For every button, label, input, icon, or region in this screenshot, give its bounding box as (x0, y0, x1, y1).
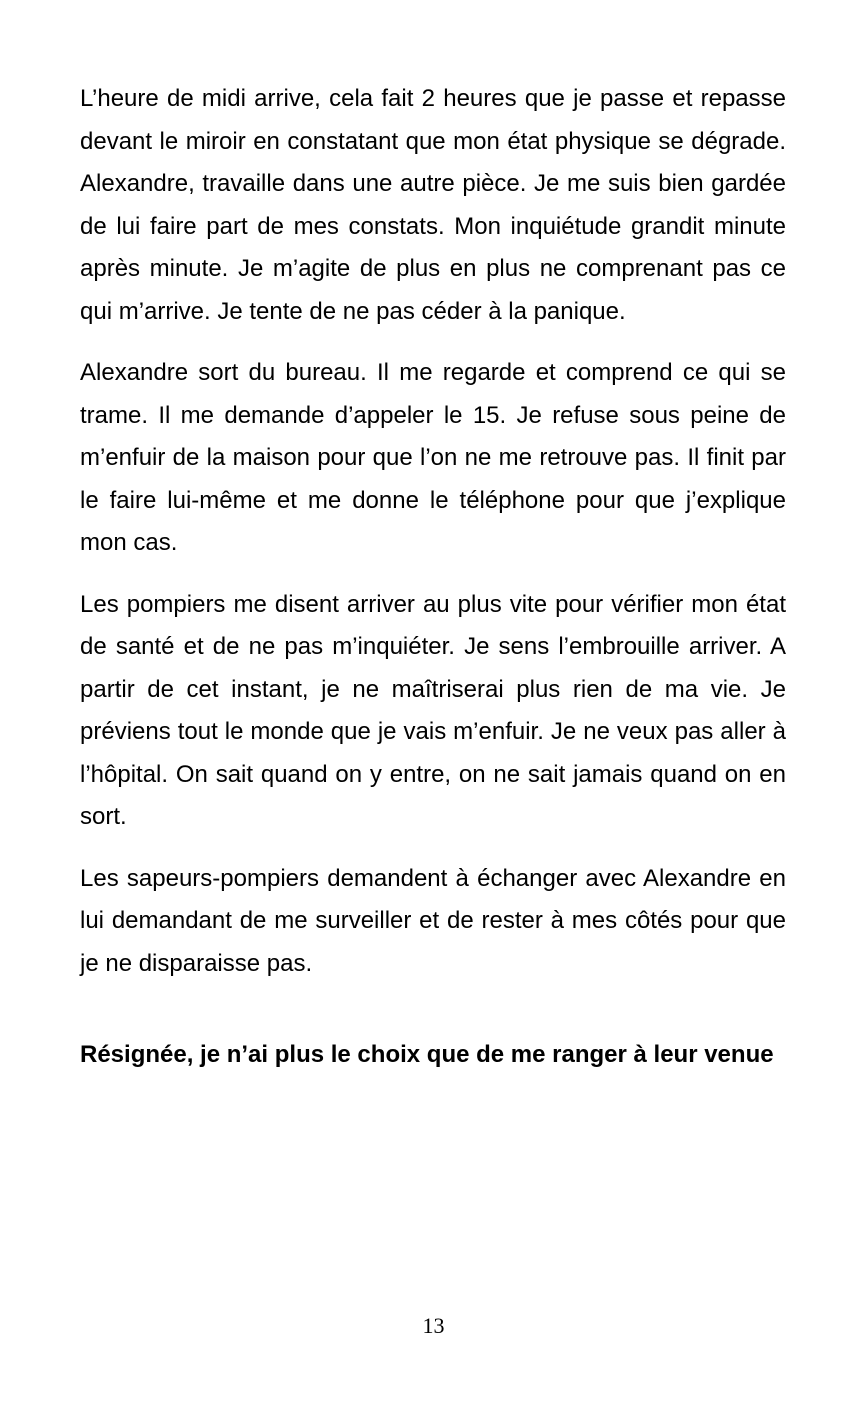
page-number: 13 (422, 1313, 445, 1338)
paragraph-2: Alexandre sort du bureau. Il me regarde et comprend ce qui se trame. Il me demande d’appeler le 15. Je refuse sous peine de m’enfuir de la maison pour que l’on ne me retrouve pas. Il finit par le faire lui-même et me donne le téléphone pour que j’explique mon cas. (80, 359, 786, 556)
paragraph-3: Les pompiers me disent arriver au plus vite pour vérifier mon état de santé et de ne pas m’inquiéter. Je sens l’embrouille arriver. A partir de cet instant, je ne maîtriserai plus rien de ma vie. Je préviens tout le monde que je vais m’enfuir. Je ne veux pas aller à l’hôpital. On sait quand on y entre, on ne sait jamais quand on en sort. (80, 590, 786, 830)
paragraph-1: L’heure de midi arrive, cela fait 2 heures que je passe et repasse devant le miroir en constatant que mon état physique se dégrade. Alexandre, travaille dans une autre pièce. Je me suis bien gardée de lui faire part de mes constats. Mon inquiétude grandit minute après minute. Je m’agite de plus en plus ne comprenant pas ce qui m’arrive. Je tente de ne pas céder à la panique. (80, 85, 786, 325)
section-heading: Résignée, je n’ai plus le choix que de me ranger à leur venue (80, 1041, 774, 1068)
page-body (80, 78, 786, 1073)
paragraph-4: Les sapeurs-pompiers demandent à échanger avec Alexandre en lui demandant de me surveiller et de rester à mes côtés pour que je ne disparaisse pas. (80, 864, 786, 977)
